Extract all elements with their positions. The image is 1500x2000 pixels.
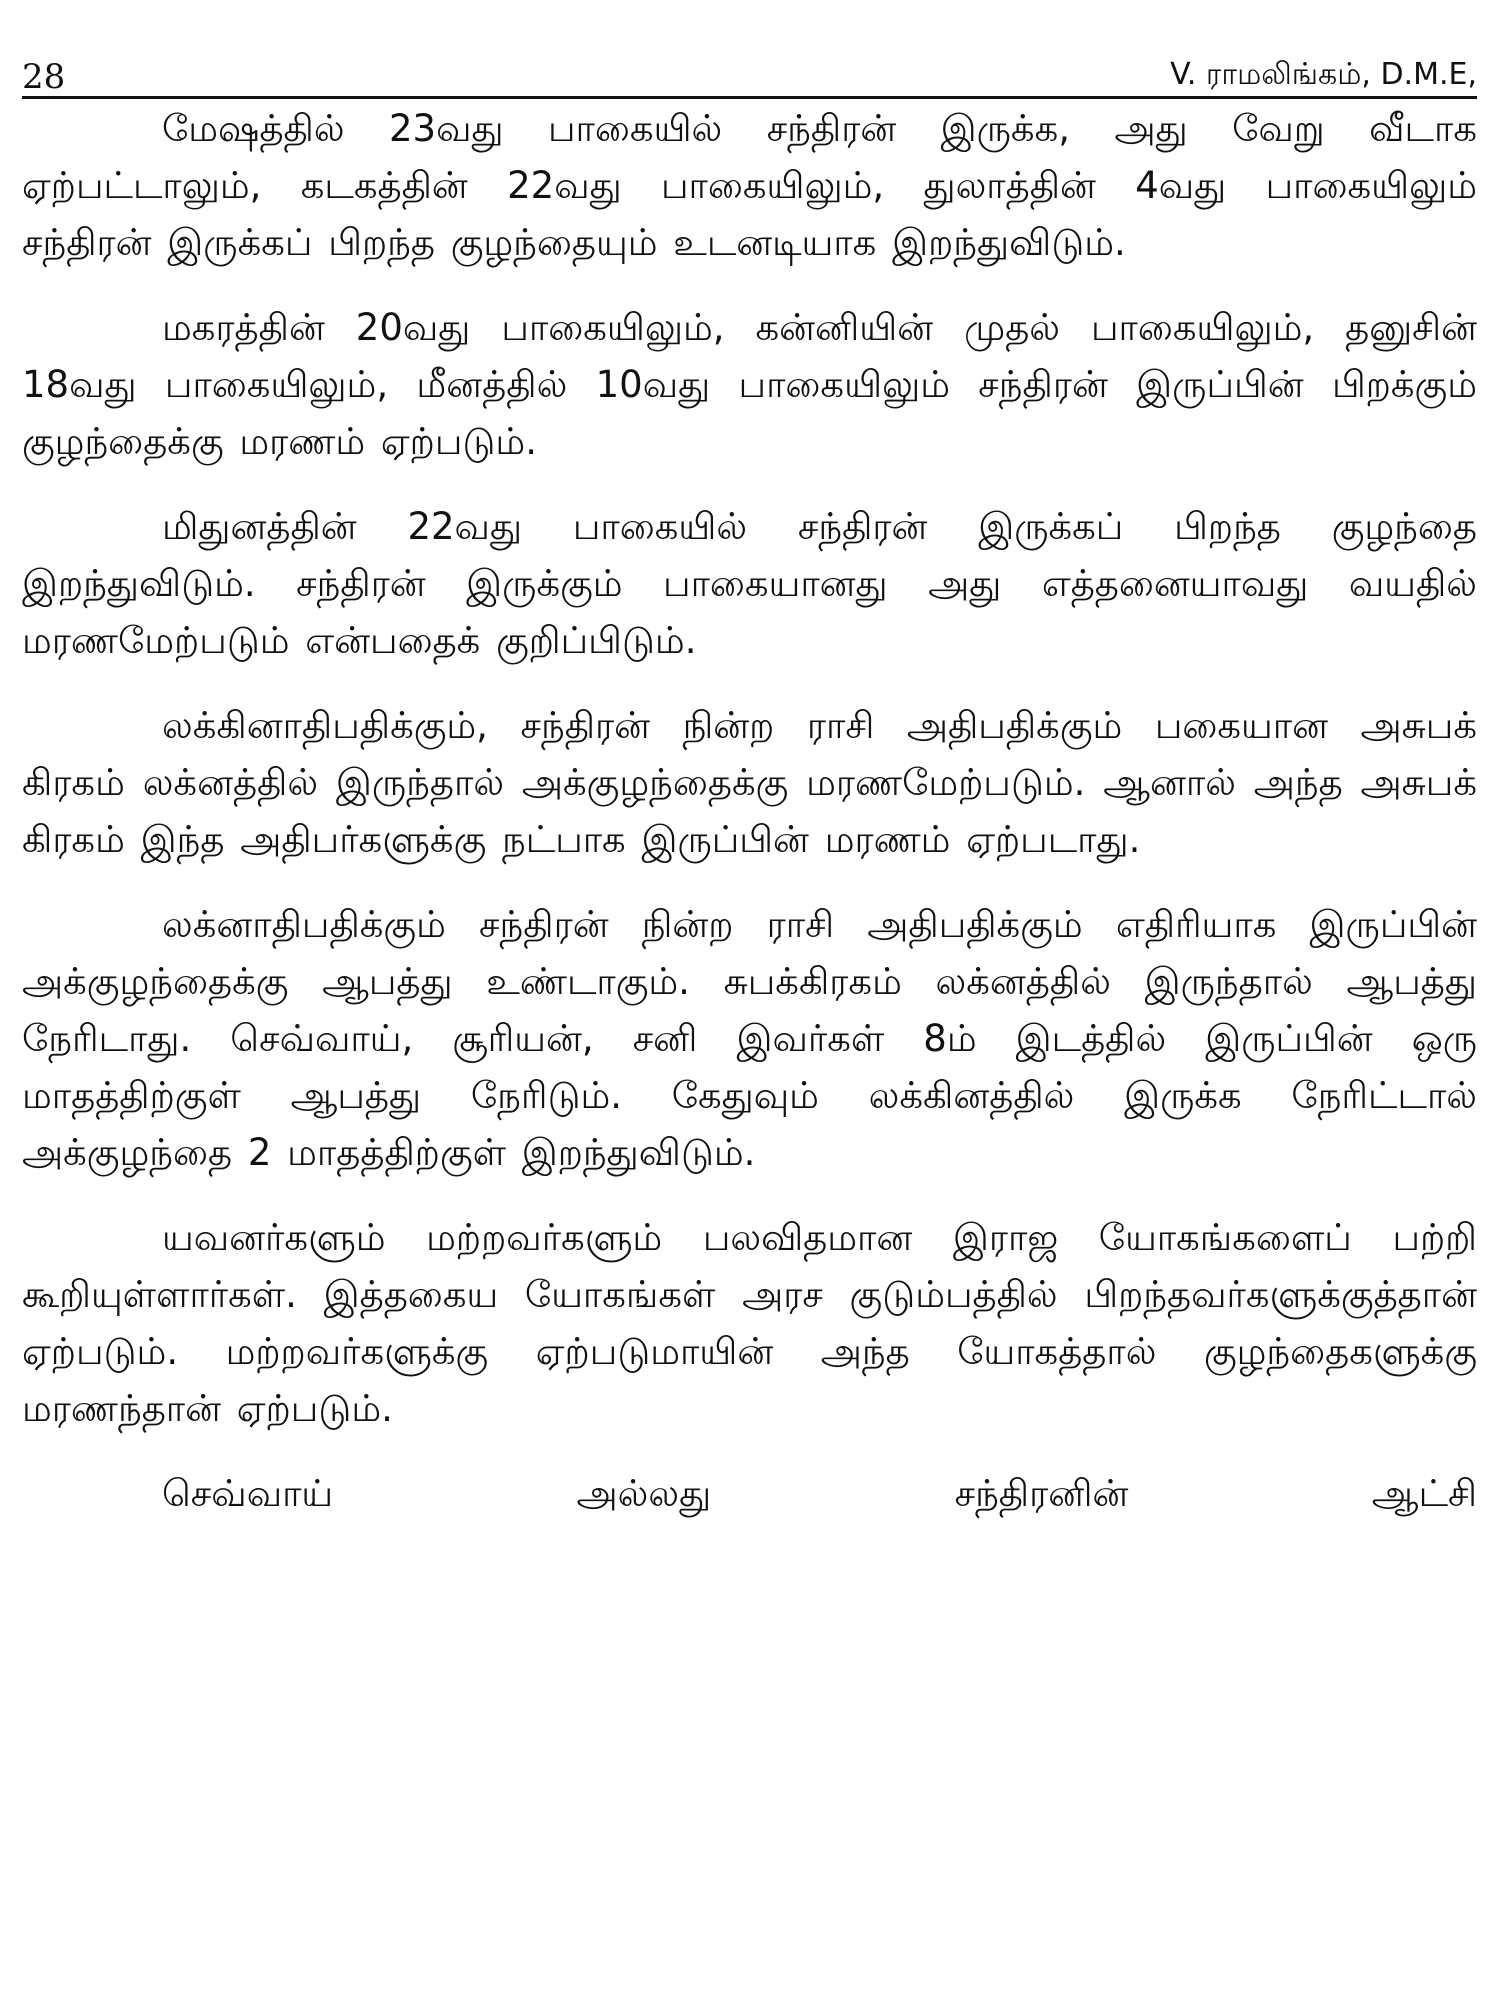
- paragraph: மேஷத்தில் 23வது பாகையில் சந்திரன் இருக்க, அது வேறு வீடாக ஏற்பட்டாலும், கடகத்தின் 22வது பாகையிலும், துலாத்தின் 4வது பாகையிலும் சந்திரன் இருக்கப் பிறந்த குழந்தையும் உடனடியாக இறந்துவிடும்.: [22, 107, 1477, 264]
- paragraph: லக்னாதிபதிக்கும் சந்திரன் நின்ற ராசி அதிபதிக்கும் எதிரியாக இருப்பின் அக்குழந்தைக்கு ஆபத்து உண்டாகும். சுபக்கிரகம் லக்னத்தில் இருந்தால் ஆபத்து நேரிடாது. செவ்வாய், சூரியன், சனி இவர்கள் 8ம் இடத்தில் இருப்பின் ஒரு மாதத்திற்குள் ஆபத்து நேரிடும். கேதுவும் லக்கினத்தில் இருக்க நேரிட்டால் அக்குழந்தை 2 மாதத்திற்குள் இறந்துவிடும்.: [22, 903, 1477, 1174]
- paragraph: யவனர்களும் மற்றவர்களும் பலவிதமான இராஜ யோகங்களைப் பற்றி கூறியுள்ளார்கள். இத்தகைய யோகங்கள் அரச குடும்பத்தில் பிறந்தவர்களுக்குத்தான் ஏற்படும். மற்றவர்களுக்கு ஏற்படுமாயின் அந்த யோகத்தால் குழந்தைகளுக்கு மரணந்தான் ஏற்படும்.: [22, 1216, 1477, 1430]
- paragraph: மகரத்தின் 20வது பாகையிலும், கன்னியின் முதல் பாகையிலும், தனுசின் 18வது பாகையிலும், மீனத்தில் 10வது பாகையிலும் சந்திரன் இருப்பின் பிறக்கும் குழந்தைக்கு மரணம் ஏற்படும்.: [22, 306, 1477, 463]
- paragraph: மிதுனத்தின் 22வது பாகையில் சந்திரன் இருக்கப் பிறந்த குழந்தை இறந்துவிடும். சந்திரன் இருக்கும் பாகையானது அது எத்தனையாவது வயதில் மரணமேற்படும் என்பதைக் குறிப்பிடும்.: [22, 505, 1477, 662]
- page-number: 28: [22, 57, 66, 97]
- page-body: [22, 100, 1477, 1522]
- page-header: [22, 48, 1477, 99]
- paragraph: செவ்வாய் அல்லது சந்திரனின் ஆட்சி: [162, 1472, 1477, 1515]
- paragraph: லக்கினாதிபதிக்கும், சந்திரன் நின்ற ராசி அதிபதிக்கும் பகையான அசுபக் கிரகம் லக்னத்தில் இருந்தால் அக்குழந்தைக்கு மரணமேற்படும். ஆனால் அந்த அசுபக் கிரகம் இந்த அதிபர்களுக்கு நட்பாக இருப்பின் மரணம் ஏற்படாது.: [22, 704, 1477, 861]
- running-head: V. ராமலிங்கம், D.M.E,: [1170, 57, 1477, 92]
